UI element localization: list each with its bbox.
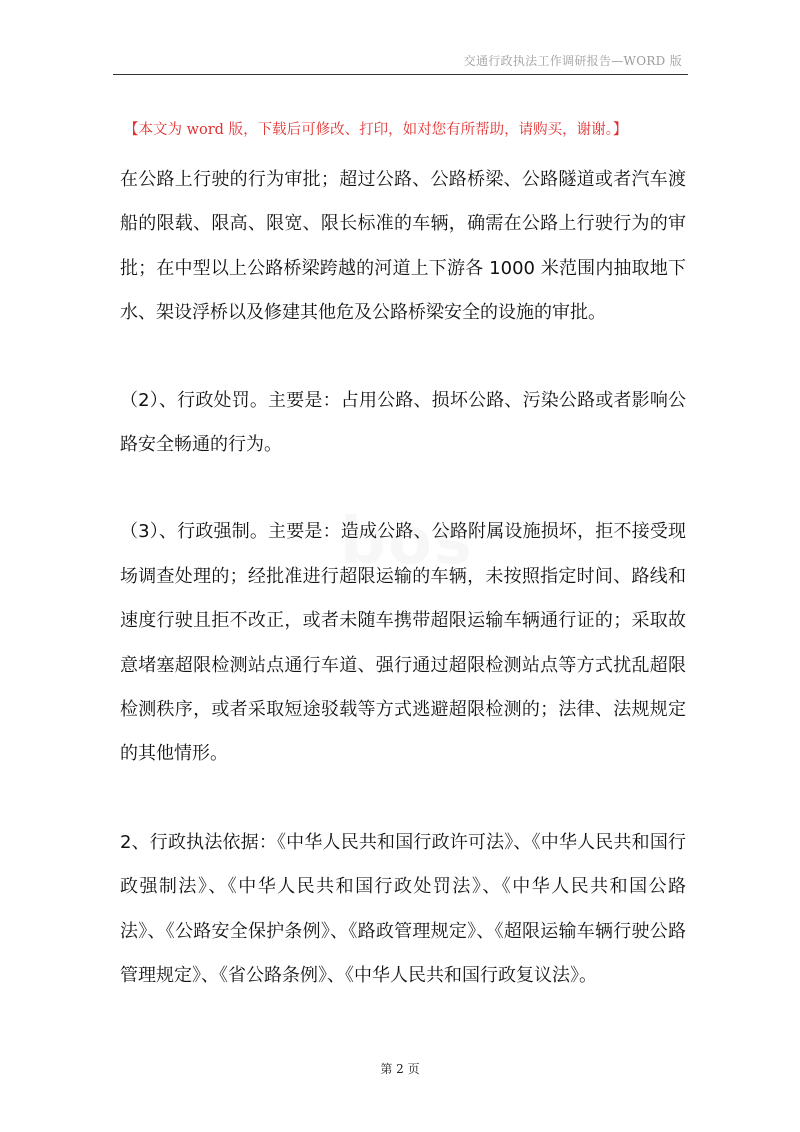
download-notice: 【本文为 word 版，下载后可修改、打印，如对您有所帮助，请购买，谢谢。】 — [124, 122, 628, 138]
paragraph-spacer — [120, 777, 686, 821]
paragraph-approval-continued: 在公路上行驶的行为审批；超过公路、公路桥梁、公路隧道或者汽车渡船的限载、限高、限宽、限长标准的车辆，确需在公路上行驶行为的审批；在中型以上公路桥梁跨越的河道上下游各 1000 米范围内抽取地下水、架设浮桥以及修建其他危及公路桥梁安全的设施的审批。 — [120, 169, 686, 324]
paragraph-administrative-penalty: （2）、行政处罚。主要是：占用公路、损坏公路、污染公路或者影响公路安全畅通的行为。 — [120, 389, 686, 456]
watermark: bos — [340, 505, 474, 579]
paragraph-spacer — [120, 336, 686, 379]
document-header-title: 交通行政执法工作调研报告—WORD 版 — [463, 54, 682, 68]
header-divider — [113, 74, 688, 75]
paragraph-legal-basis: 2、行政执法依据：《中华人民共和国行政许可法》、《中华人民共和国行政强制法》、《中华人民共和国行政处罚法》、《中华人民共和国公路法》、《公路安全保护条例》、《路政管理规定》、《超限运输车辆行驶公路管理规定》、《省公路条例》、《中华人民共和国行政复议法》。 — [120, 831, 686, 987]
paragraph-spacer — [120, 467, 686, 510]
paragraph-administrative-enforcement: （3）、行政强制。主要是：造成公路、公路附属设施损坏，拒不接受现场调查处理的；经批准进行超限运输的车辆，未按照指定时间、路线和速度行驶且拒不改正，或者未随车携带超限运输车辆通行证的；采取故意堵塞超限检测站点通行车道、强行通过超限检测站点等方式扰乱超限检测秩序，或者采取短途驳载等方式逃避超限检测的；法律、法规规定的其他情形。 — [120, 521, 686, 765]
page-number: 第 2 页 — [380, 1062, 420, 1076]
document-body — [120, 158, 686, 999]
